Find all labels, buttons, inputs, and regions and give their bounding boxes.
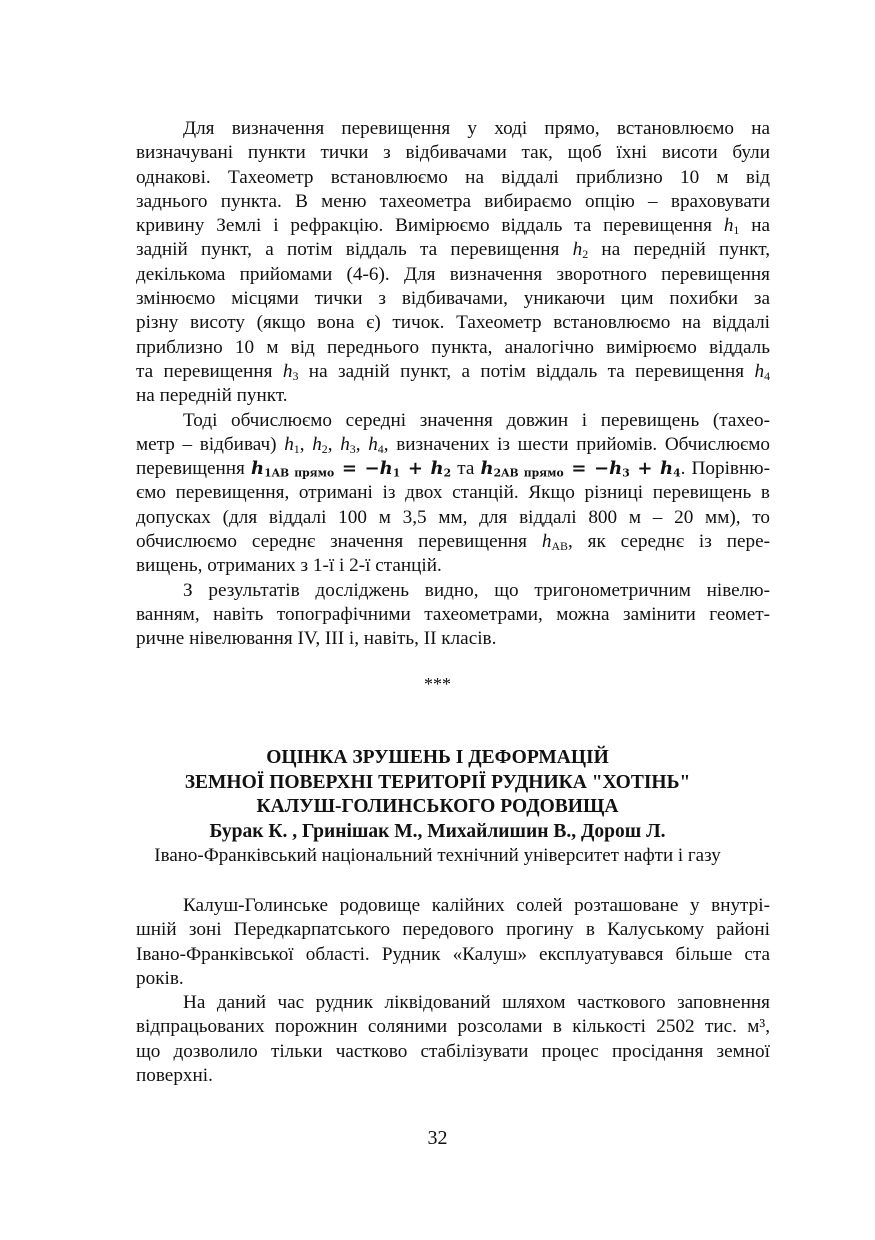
variable: [283, 361, 299, 382]
paragraph: [136, 409, 770, 579]
text-line: На даний час рудник ліквідований шляхом часткового заповнення: [183, 992, 770, 1014]
text-line: відпрацьованих порожнин соляними розсолами в кількості 2502 тис. м³,: [136, 1016, 770, 1038]
text-line: Для визначення перевищення у ході прямо, встановлюємо на: [183, 118, 770, 139]
paragraph: [136, 117, 770, 409]
subscript: 4: [764, 368, 771, 383]
article-title: [0, 746, 875, 844]
variable: [340, 434, 356, 455]
text-line: декількома прийомами (4-6). Для визначення зворотного перевищення: [136, 263, 770, 285]
variable-name: h: [282, 360, 293, 382]
paragraph: [136, 579, 770, 652]
paragraph: [136, 894, 770, 991]
subscript: 3: [622, 466, 630, 480]
variable: [284, 434, 300, 455]
text-line: приблизно 10 м від переднього пункта, аналогічно вимірюємо віддаль: [136, 336, 770, 358]
formula: $h_{1AB прямо} = -h_1 + h_2$: [251, 458, 452, 480]
subscript: 2AB прямо: [493, 466, 564, 480]
variable: [312, 434, 328, 455]
text-line: та перевищення $h_3$ на задній пункт, а потім віддаль та перевищення $h_4$: [136, 360, 771, 383]
body-text-bottom: [136, 894, 770, 1088]
text-line: перевищення $h_{1AB прямо} = -h_1 + h_2$ та $h_{2AB прямо} = -h_3 + h_4$. Порівню-: [136, 458, 770, 480]
text-line: років.: [136, 967, 184, 989]
variable-name: h: [340, 433, 350, 455]
text-line: Тоді обчислюємо середні значення довжин і перевищень (тахео-: [183, 409, 770, 431]
variable-name: h: [572, 239, 583, 261]
paragraph: [136, 991, 770, 1088]
variable-name: h: [284, 433, 294, 455]
article-authors: Бурак К. , Гринішак М., Михайлишин В., Дорош Л.: [209, 820, 666, 842]
text-line: ємо перевищення, отримані із двох станцій. Якщо різниці перевищень в: [136, 482, 770, 504]
subscript: 1: [392, 466, 401, 480]
page-number: 32: [427, 1127, 448, 1149]
variable: [573, 239, 589, 260]
variable: [542, 531, 568, 552]
variable-name: h: [723, 215, 734, 237]
text-line: що дозволило тільки частково стабілізувати процес просідання земної: [136, 1040, 770, 1062]
variable: [754, 361, 770, 382]
text-line: змінюємо місцями тички з відбивачами, уникаючи цим похибки за: [136, 288, 770, 310]
text-line: кривину Землі і рефракцію. Вимірюємо віддаль та перевищення $h_1$ на: [136, 215, 770, 238]
article-title-line: ЗЕМНОЇ ПОВЕРХНІ ТЕРИТОРІЇ РУДНИКА "ХОТІНЬ": [184, 771, 691, 793]
variable-name: h: [541, 531, 552, 553]
article-affiliation: Івано-Франківський національний технічний університет нафти і газу: [154, 845, 721, 866]
formula: $h_{2AB прямо} = -h_3 + h_4$: [480, 458, 681, 480]
subscript: 3: [292, 368, 299, 383]
text-line: задній пункт, а потім віддаль та перевищення $h_2$ на передній пункт,: [136, 239, 770, 262]
variable-name: h: [312, 433, 322, 455]
subscript: 2: [321, 441, 328, 456]
text-line: заднього пункта. В меню тахеометра вибираємо опцію – враховувати: [136, 190, 770, 212]
text-line: визначувані пункти тички з відбивачами так, щоб їхні висоти були: [136, 142, 770, 164]
article-title-line: ОЦІНКА ЗРУШЕНЬ І ДЕФОРМАЦІЙ: [266, 747, 609, 768]
text-line: З результатів досліджень видно, що тригонометричним нівелю-: [183, 579, 770, 601]
variable: [368, 434, 384, 455]
text-line: Івано-Франківської області. Рудник «Калуш» експлуатувався більше ста: [136, 943, 770, 965]
subscript: 1: [733, 223, 740, 238]
subscript: 1AB прямо: [264, 466, 335, 480]
text-line: метр – відбивач) $h_1$, $h_2$, $h_3$, $h_4$, визначених із шести прийомів. Обчислюємо: [136, 433, 771, 456]
text-line: поверхні.: [136, 1065, 213, 1087]
section-separator: ***: [424, 674, 451, 694]
article-title-line: КАЛУШ-ГОЛИНСЬКОГО РОДОВИЩА: [256, 796, 619, 817]
text-line: на передній пункт.: [136, 385, 288, 407]
text-line: різну висоту (якщо вона є) тичок. Тахеометр встановлюємо на віддалі: [136, 312, 770, 334]
variable: [724, 215, 740, 236]
text-line: вищень, отриманих з 1-ї і 2-ї станцій.: [136, 555, 442, 577]
text-line: однакові. Тахеометр встановлюємо на віддалі приблизно 10 м від: [136, 166, 770, 188]
text-line: ванням, навіть топографічними тахеометрами, можна замінити геомет-: [136, 603, 770, 625]
subscript: 3: [349, 441, 356, 456]
subscript: AB: [551, 539, 568, 554]
body-text-top: [136, 117, 770, 652]
text-line: ричне нівелювання IV, III і, навіть, II класів.: [136, 628, 497, 650]
text-line: обчислюємо середнє значення перевищення $h_{AB}$, як середнє із пере-: [136, 531, 770, 554]
text-line: Калуш-Голинське родовище калійних солей розташоване у внутрі-: [183, 895, 770, 916]
subscript: 1: [293, 441, 300, 456]
subscript: 2: [582, 247, 589, 262]
subscript: 4: [377, 441, 384, 456]
text-line: допусках (для віддалі 100 м 3,5 мм, для віддалі 800 м – 20 мм), то: [136, 506, 770, 528]
variable-name: h: [754, 360, 765, 382]
subscript: 4: [673, 466, 681, 480]
variable-name: h: [368, 433, 378, 455]
text-line: шній зоні Передкарпатського передового прогину в Калуському районі: [136, 919, 770, 941]
subscript: 2: [443, 466, 452, 480]
